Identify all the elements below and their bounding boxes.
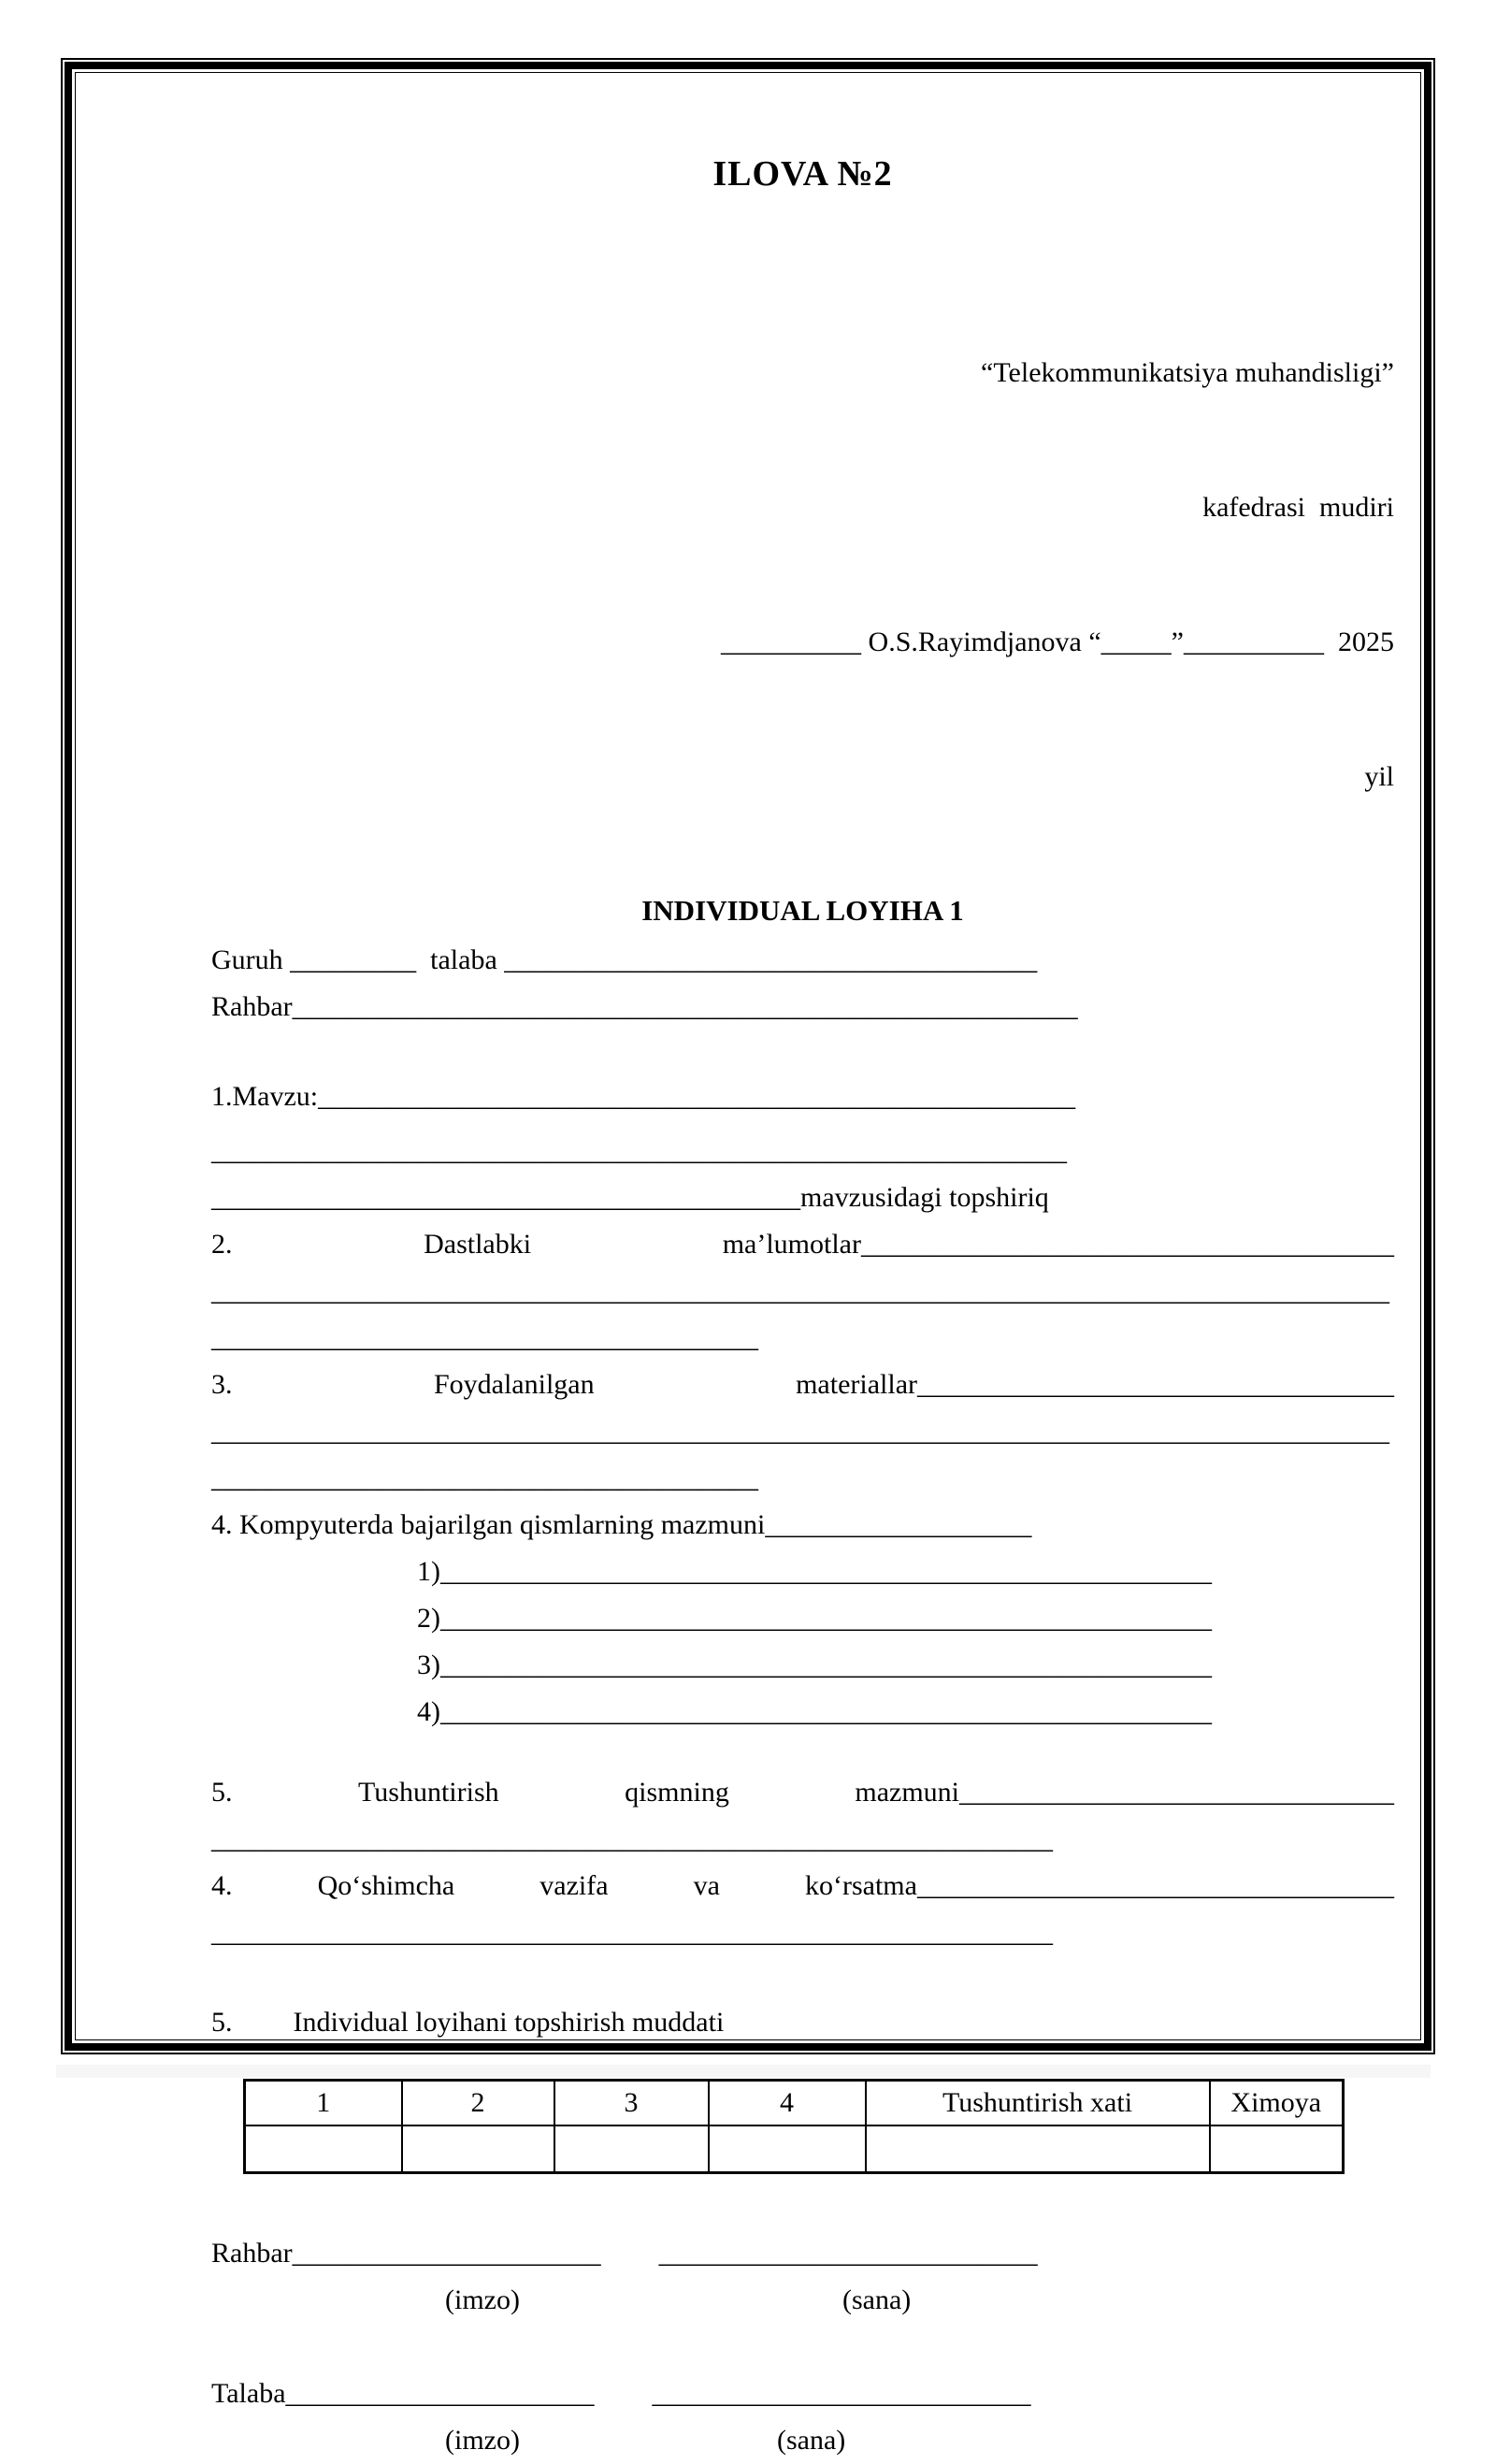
section-2-word-2: ma’lumotlar: [722, 1229, 861, 1260]
deadline-table-empty-row: [245, 2125, 1344, 2173]
section-5-row: [211, 1769, 1394, 1816]
section-4-row: [211, 1502, 1394, 1549]
approval-department: “Telekommunikatsiya muhandisligi”: [981, 357, 1394, 388]
section-7-row: [211, 1999, 1394, 2046]
section-6-word-3: va: [693, 1870, 720, 1901]
table-cell-empty: [554, 2125, 709, 2173]
page-border-inner: [75, 72, 1421, 2456]
mavzu-label: 1.Mavzu:: [211, 1081, 319, 1112]
section-6-number: 4.: [211, 1870, 233, 1901]
table-cell-empty: [866, 2125, 1210, 2173]
section-6-blank: __________________________________: [916, 1870, 1394, 1901]
section-6-word-2: vazifa: [539, 1870, 609, 1901]
page-border-outer: [61, 58, 1435, 2456]
section-5-word-1: Tushuntirish: [358, 1777, 499, 1808]
talaba-signature-row: [211, 2370, 1394, 2417]
item-3-blank: _______________________________________________________: [440, 1650, 1212, 1680]
section-6-row: [211, 1863, 1394, 1909]
section-4-label: 4. Kompyuterda bajarilgan qismlarning mazmuni: [211, 1509, 766, 1540]
table-header-cell-2: 2: [402, 2081, 554, 2126]
section-2-number: 2.: [211, 1229, 233, 1260]
talaba-date-blank: ___________________________: [652, 2378, 1031, 2409]
rahbar-signature-label: Rahbar: [211, 2238, 293, 2269]
section-3-number: 3.: [211, 1369, 233, 1400]
table-header-cell-4: 4: [709, 2081, 866, 2126]
section-2-line-2: _______________________________________: [211, 1322, 758, 1353]
page-content: [76, 152, 1420, 2456]
section-3-line-2: _______________________________________: [211, 1463, 758, 1493]
rahbar-signature-row: [211, 2230, 1394, 2277]
section-4-item-1: [211, 1549, 1394, 1595]
item-2-blank: _______________________________________________________: [440, 1603, 1212, 1634]
section-4-item-2: [211, 1595, 1394, 1642]
table-header-cell-ximoya: Ximoya: [1210, 2081, 1344, 2126]
section-7-number: 5.: [211, 2007, 233, 2038]
section-4-item-4: [211, 1689, 1394, 1736]
section-7-label: Individual loyihani topshirish muddati: [293, 2007, 725, 2038]
rahbar-blank: ________________________________________________________: [292, 991, 1078, 1022]
page-title: ILOVA №2: [712, 154, 893, 194]
item-1-blank: _______________________________________________________: [440, 1556, 1212, 1587]
table-header-cell-3: 3: [554, 2081, 709, 2126]
mavzu-line-3: [211, 1174, 1394, 1221]
approval-signature-line: __________ O.S.Rayimdjanova “_____”__________ 2025: [721, 627, 1394, 657]
page-border-thick: [65, 62, 1431, 2456]
guruh-talaba-row: [211, 937, 1394, 984]
mavzusidagi-topshiriq-label: mavzusidagi topshiriq: [800, 1182, 1049, 1213]
section-2-line-1: ____________________________________________________________________________________: [211, 1275, 1389, 1306]
item-2-number: 2): [417, 1603, 440, 1634]
section-5-number: 5.: [211, 1777, 233, 1808]
section-6-word-4: koʻrsatma: [805, 1870, 917, 1901]
approval-block: [211, 261, 1394, 889]
rahbar-signature-blank: ______________________: [292, 2238, 601, 2269]
section-5-word-3: mazmuni: [855, 1777, 959, 1808]
section-2-word-1: Dastlabki: [424, 1229, 532, 1260]
approval-year-label: yil: [1364, 761, 1394, 792]
section-5-line-1: ____________________________________________________________: [211, 1823, 1053, 1854]
talaba-caption-row: [211, 2417, 1394, 2464]
item-4-blank: _______________________________________________________: [440, 1696, 1212, 1727]
talaba-blank: ______________________________________: [504, 944, 1038, 975]
rahbar-date-blank: ___________________________: [658, 2238, 1038, 2269]
talaba-sana-caption: (sana): [776, 2425, 846, 2456]
guruh-label: Guruh: [211, 944, 291, 975]
section-6-word-1: Qoʻshimcha: [317, 1870, 455, 1901]
section-4-item-3: [211, 1642, 1394, 1689]
table-header-cell-1: 1: [245, 2081, 402, 2126]
section-3-word-1: Foydalanilgan: [433, 1369, 595, 1400]
signature-gap: [601, 2230, 659, 2277]
item-3-number: 3): [417, 1650, 440, 1680]
mavzu-line-2: _____________________________________________________________: [211, 1135, 1067, 1166]
rahbar-label: Rahbar: [211, 991, 293, 1022]
signature-gap: [595, 2370, 653, 2417]
talaba-label: talaba: [416, 944, 505, 975]
deadline-table: [243, 2079, 1345, 2174]
approval-head-label: kafedrasi mudiri: [1202, 492, 1394, 523]
table-header-cell-tushuntirish-xati: Tushuntirish xati: [866, 2081, 1210, 2126]
talaba-signature-label: Talaba: [211, 2378, 286, 2409]
mavzu-blank: ______________________________________________________: [318, 1081, 1076, 1112]
section-3-word-2: materiallar: [796, 1369, 917, 1400]
section-3-blank: __________________________________: [917, 1369, 1394, 1400]
section-2-blank: ______________________________________: [861, 1229, 1394, 1260]
rahbar-imzo-caption: (imzo): [445, 2284, 520, 2315]
table-cell-empty: [245, 2125, 402, 2173]
mavzu-line-3-blank: __________________________________________: [211, 1182, 800, 1213]
talaba-imzo-caption: (imzo): [445, 2425, 520, 2456]
item-1-number: 1): [417, 1556, 440, 1587]
table-cell-empty: [709, 2125, 866, 2173]
guruh-blank: _________: [290, 944, 417, 975]
table-cell-empty: [402, 2125, 554, 2173]
section-5-blank: _______________________________: [959, 1777, 1394, 1808]
section-3-row: [211, 1362, 1394, 1408]
talaba-signature-blank: ______________________: [285, 2378, 595, 2409]
section-5-word-2: qismning: [625, 1777, 729, 1808]
section-4-blank: ___________________: [765, 1509, 1032, 1540]
section-3-line-1: ____________________________________________________________________________________: [211, 1416, 1389, 1447]
section-6-line-1: ____________________________________________________________: [211, 1917, 1053, 1948]
item-4-number: 4): [417, 1696, 440, 1727]
deadline-table-header-row: [245, 2081, 1344, 2126]
rahbar-caption-row: [211, 2277, 1394, 2324]
rahbar-sana-caption: (sana): [842, 2284, 912, 2315]
mavzu-row: [211, 1073, 1394, 1120]
table-cell-empty: [1210, 2125, 1344, 2173]
doc-subtitle: INDIVIDUAL LOYIHA 1: [641, 894, 964, 927]
section-2-row: [211, 1221, 1394, 1268]
rahbar-row: [211, 984, 1394, 1030]
